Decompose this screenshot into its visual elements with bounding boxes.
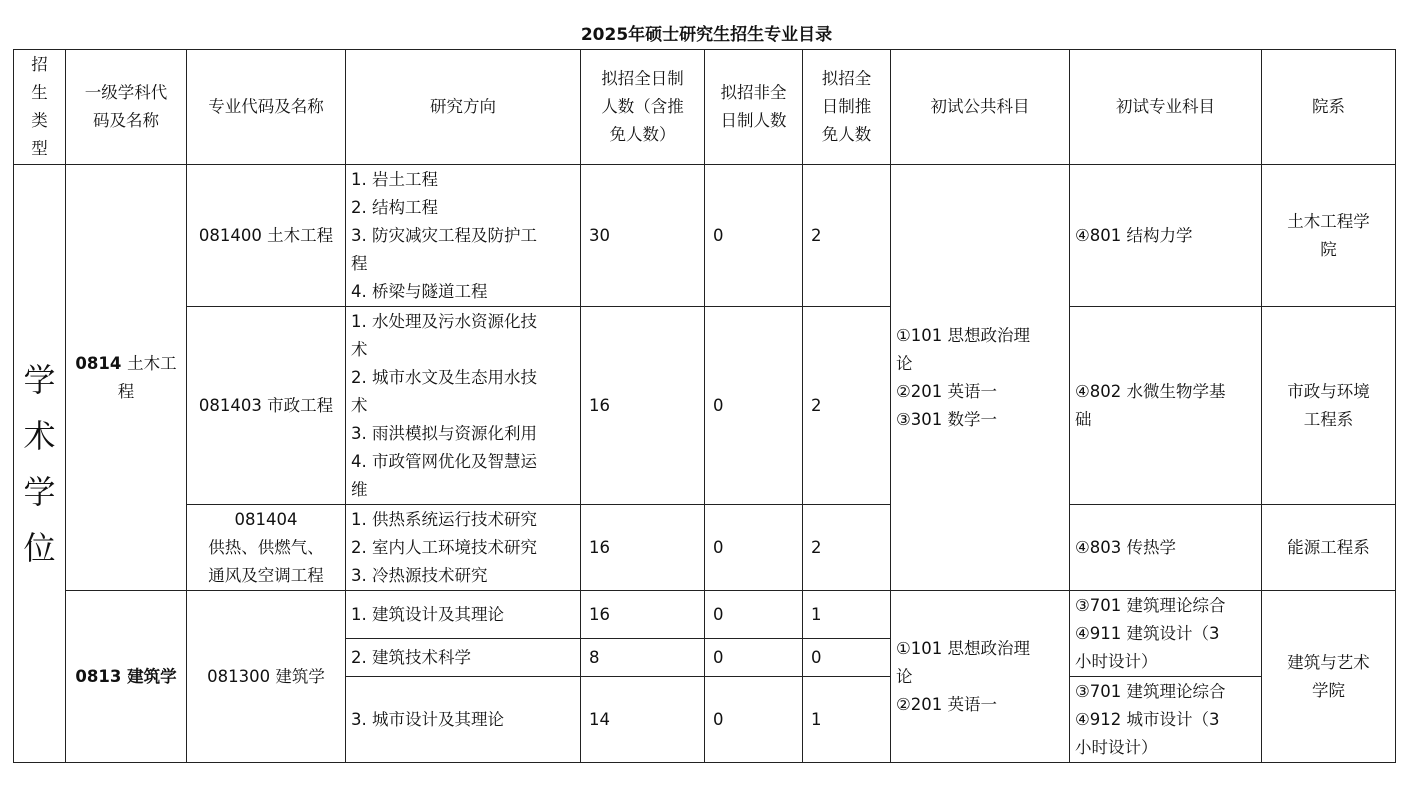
major-subjects: ④803 传热学 <box>1070 505 1262 591</box>
exempt-count: 1 <box>803 677 891 763</box>
header-major-subjects: 初试专业科目 <box>1070 50 1262 165</box>
fulltime-count: 30 <box>581 165 705 307</box>
fulltime-count: 16 <box>581 591 705 639</box>
department: 土木工程学 院 <box>1262 165 1396 307</box>
parttime-count: 0 <box>705 307 803 505</box>
exempt-count: 2 <box>803 165 891 307</box>
major-subjects: ③701 建筑理论综合 ④911 建筑设计（3 小时设计） <box>1070 591 1262 677</box>
research-direction: 1. 建筑设计及其理论 <box>346 591 581 639</box>
major-name: 081300 建筑学 <box>187 591 346 763</box>
admission-catalog-table <box>13 49 1396 763</box>
major-name: 081400 土木工程 <box>187 165 346 307</box>
research-directions: 1. 水处理及污水资源化技 术 2. 城市水文及生态用水技 术 3. 雨洪模拟与资源化利用 4. 市政管网优化及智慧运 维 <box>346 307 581 505</box>
department: 建筑与艺术 学院 <box>1262 591 1396 763</box>
research-directions: 1. 岩土工程 2. 结构工程 3. 防灾减灾工程及防护工 程 4. 桥梁与隧道工程 <box>346 165 581 307</box>
header-major: 专业代码及名称 <box>187 50 346 165</box>
research-directions: 1. 供热系统运行技术研究 2. 室内人工环境技术研究 3. 冷热源技术研究 <box>346 505 581 591</box>
fulltime-count: 16 <box>581 307 705 505</box>
header-public-subjects: 初试公共科目 <box>891 50 1070 165</box>
major-subjects: ④801 结构力学 <box>1070 165 1262 307</box>
table-row <box>14 591 1396 639</box>
parttime-count: 0 <box>705 677 803 763</box>
parttime-count: 0 <box>705 639 803 677</box>
table-row <box>14 505 1396 591</box>
table-row <box>14 165 1396 307</box>
discipline-0814-cell: 0814 土木工 程 <box>66 165 187 591</box>
research-direction: 2. 建筑技术科学 <box>346 639 581 677</box>
parttime-count: 0 <box>705 505 803 591</box>
header-direction: 研究方向 <box>346 50 581 165</box>
department: 能源工程系 <box>1262 505 1396 591</box>
header-discipline: 一级学科代 码及名称 <box>66 50 187 165</box>
header-parttime: 拟招非全 日制人数 <box>705 50 803 165</box>
page-title: 2025年硕士研究生招生专业目录 <box>580 25 833 45</box>
department: 市政与环境 工程系 <box>1262 307 1396 505</box>
major-name: 081403 市政工程 <box>187 307 346 505</box>
major-name: 081404 供热、供燃气、 通风及空调工程 <box>187 505 346 591</box>
header-fulltime: 拟招全日制 人数（含推 免人数） <box>581 50 705 165</box>
degree-type-cell: 学 术 学 位 <box>14 165 66 763</box>
parttime-count: 0 <box>705 165 803 307</box>
exempt-count: 1 <box>803 591 891 639</box>
header-department: 院系 <box>1262 50 1396 165</box>
fulltime-count: 8 <box>581 639 705 677</box>
exempt-count: 0 <box>803 639 891 677</box>
table-row <box>14 307 1396 505</box>
public-subjects-0814: ①101 思想政治理 论 ②201 英语一 ③301 数学一 <box>891 165 1070 591</box>
fulltime-count: 16 <box>581 505 705 591</box>
research-direction: 3. 城市设计及其理论 <box>346 677 581 763</box>
exempt-count: 2 <box>803 307 891 505</box>
public-subjects-0813: ①101 思想政治理 论 ②201 英语一 <box>891 591 1070 763</box>
major-subjects: ④802 水微生物学基 础 <box>1070 307 1262 505</box>
header-row <box>14 50 1396 165</box>
header-exempt: 拟招全 日制推 免人数 <box>803 50 891 165</box>
major-subjects: ③701 建筑理论综合 ④912 城市设计（3 小时设计） <box>1070 677 1262 763</box>
discipline-0813-cell: 0813 建筑学 <box>66 591 187 763</box>
fulltime-count: 14 <box>581 677 705 763</box>
exempt-count: 2 <box>803 505 891 591</box>
header-enrollment-type: 招 生 类 型 <box>14 50 66 165</box>
parttime-count: 0 <box>705 591 803 639</box>
